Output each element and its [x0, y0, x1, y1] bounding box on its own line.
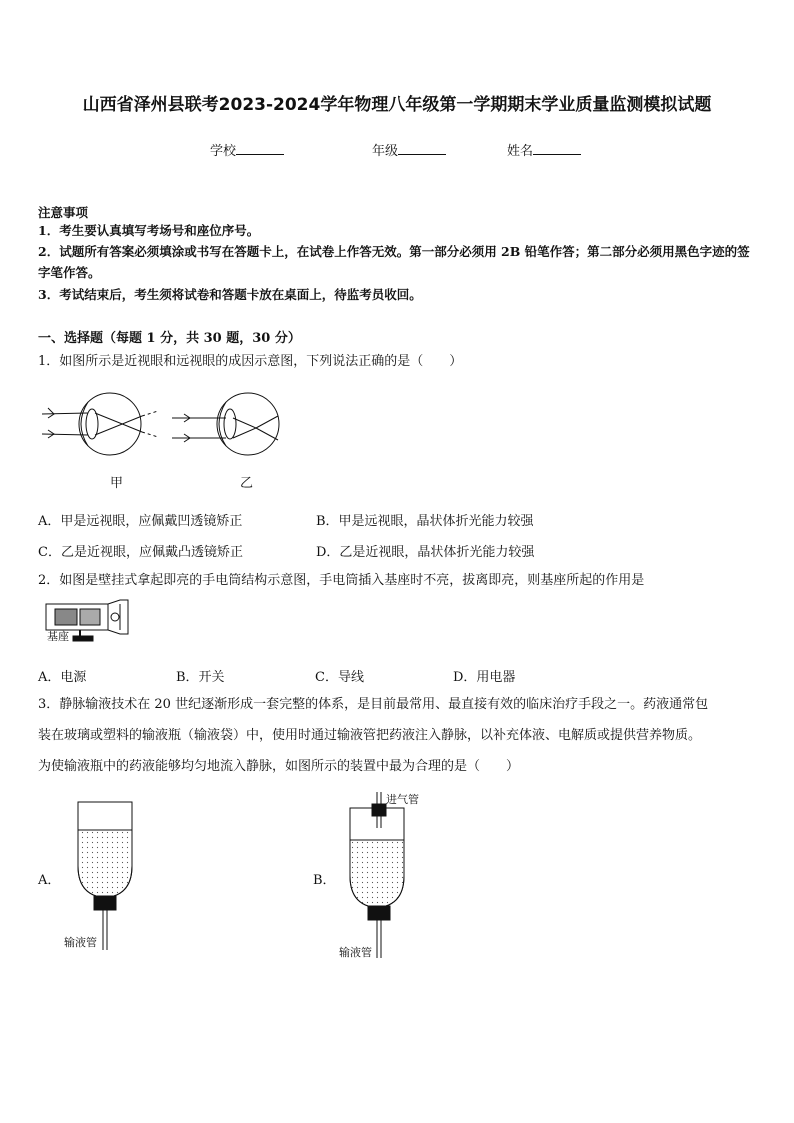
question-1-stem: 1．如图所示是近视眼和远视眼的成因示意图，下列说法正确的是（ ）	[38, 354, 463, 369]
tube-label-b: 输液管	[339, 946, 372, 959]
q2-option-a[interactable]: A．电源	[38, 670, 87, 685]
q1-option-a[interactable]: A．甲是远视眼，应佩戴凹透镜矫正	[38, 514, 243, 529]
section-heading: 一、选择题（每题 1 分，共 30 题，30 分）	[38, 331, 301, 346]
fig-label-yi: 乙	[240, 476, 254, 491]
q1-option-b[interactable]: B．甲是远视眼，晶状体折光能力较强	[316, 514, 534, 529]
stopper-a	[94, 896, 116, 910]
stopper-b	[368, 906, 390, 920]
q3-option-b[interactable]: B．	[313, 873, 336, 888]
q2-option-c[interactable]: C．导线	[315, 670, 364, 685]
base-label: 基座	[47, 630, 69, 643]
question-3-stem-line-2: 装在玻璃或塑料的输液瓶（输液袋）中，使用时通过输液管把药液注入静脉，以补充体液、电解质或提供营养物质。	[38, 728, 702, 743]
notes-heading: 注意事项	[38, 205, 89, 220]
q3-option-a[interactable]: A．	[38, 873, 61, 888]
note-item-3: 3．考试结束后，考生须将试卷和答题卡放在桌面上，待监考员收回。	[38, 287, 422, 302]
q2-option-d[interactable]: D．用电器	[453, 670, 516, 685]
iv-bottle-a	[78, 802, 132, 950]
fig-label-jia: 甲	[110, 476, 124, 491]
page-title: 山西省泽州县联考2023-2024学年物理八年级第一学期期末学业质量监测模拟试题	[82, 95, 712, 115]
tube-label-a: 输液管	[64, 936, 97, 949]
air-tube-label: 进气管	[386, 793, 419, 806]
note-item-2: 2．试题所有答案必须填涂或书写在答题卡上，在试卷上作答无效。第一部分必须用 2B 铅笔作答；第二部分必须用黑色字迹的签字笔作答。	[38, 244, 750, 280]
cap-b	[372, 804, 386, 816]
note-item-1: 1．考生要认真填写考场号和座位序号。	[38, 223, 260, 238]
question-3-stem-line-3: 为使输液瓶中的药液能够均匀地流入静脉，如图所示的装置中最为合理的是（ ）	[38, 759, 520, 774]
school-label: 学校	[210, 144, 237, 159]
q2-option-b[interactable]: B．开关	[176, 670, 225, 685]
question-2-stem: 2．如图是壁挂式拿起即亮的手电筒结构示意图，手电筒插入基座时不亮，拔离即亮，则基座所起的作用是	[38, 573, 645, 588]
q1-option-c[interactable]: C．乙是近视眼，应佩戴凸透镜矫正	[38, 545, 243, 560]
name-label: 姓名	[507, 144, 534, 159]
q1-option-d[interactable]: D．乙是近视眼，晶状体折光能力较强	[316, 545, 535, 560]
iv-bottle-b	[350, 792, 404, 958]
grade-label: 年级	[372, 144, 399, 159]
question-3-stem-line-1: 3．静脉输液技术在 20 世纪逐渐形成一套完整的体系，是目前最常用、最直接有效的临床治疗手段之一。药液通常包	[38, 697, 709, 712]
